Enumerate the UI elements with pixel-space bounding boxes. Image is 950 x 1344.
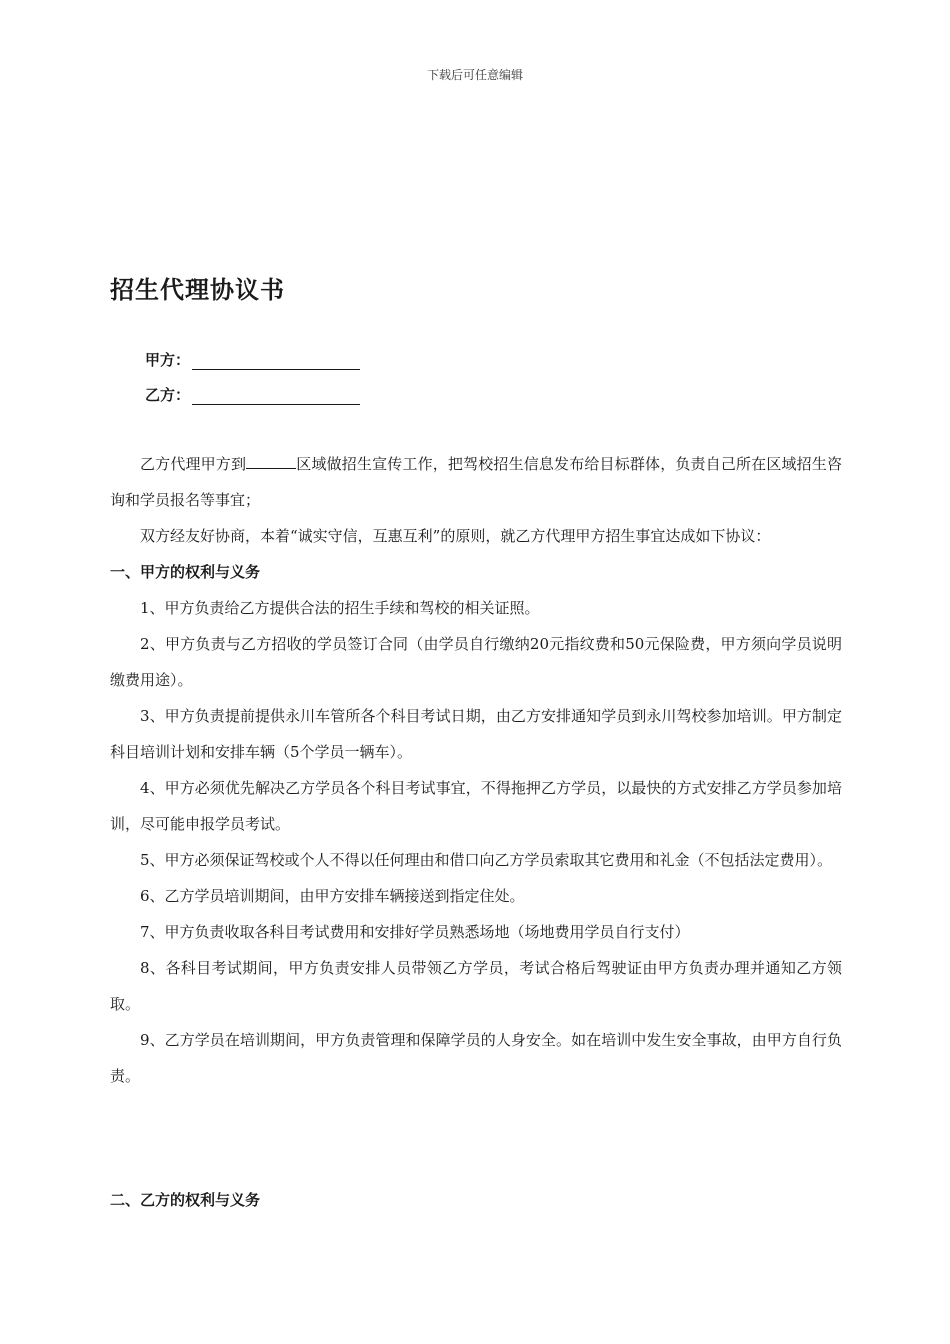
agreement-body — [110, 446, 842, 1094]
section-1-item: 5、甲方必须保证驾校或个人不得以任何理由和借口向乙方学员索取其它费用和礼金（不包括法定费用）。 — [140, 851, 833, 869]
section-2-heading: 二、乙方的权利与义务 — [110, 1191, 261, 1209]
section-1-item: 7、甲方负责收取各科目考试费用和安排好学员熟悉场地（场地费用学员自行支付） — [140, 923, 690, 941]
region-blank — [246, 454, 296, 469]
party-a-label: 甲方： — [145, 351, 191, 369]
party-b-blank — [192, 390, 360, 405]
header-note: 下载后可任意编辑 — [426, 68, 523, 82]
party-b-line — [145, 384, 360, 405]
section-1-item: 4、甲方必须优先解决乙方学员各个科目考试事宜，不得拖押乙方学员，以最快的方式安排乙方学员参加培训，尽可能申报学员考试。 — [110, 779, 842, 833]
party-a-line — [145, 349, 360, 370]
section-1-item: 8、各科目考试期间，甲方负责安排人员带领乙方学员，考试合格后驾驶证由甲方负责办理并通知乙方领取。 — [110, 959, 842, 1013]
party-b-label: 乙方： — [145, 386, 191, 404]
section-1-item: 6、乙方学员培训期间，由甲方安排车辆接送到指定住处。 — [140, 887, 525, 905]
section-1-item: 9、乙方学员在培训期间，甲方负责管理和保障学员的人身安全。如在培训中发生安全事故，由甲方自行负责。 — [110, 1031, 842, 1085]
intro-paragraph-2: 双方经友好协商，本着“诚实守信，互惠互利”的原则，就乙方代理甲方招生事宜达成如下协议： — [140, 527, 771, 545]
document-title: 招生代理协议书 — [110, 276, 285, 304]
section-1-item: 1、甲方负责给乙方提供合法的招生手续和驾校的相关证照。 — [140, 599, 540, 617]
intro-paragraph-1: 乙方代理甲方到 区域做招生宣传工作，把驾校招生信息发布给目标群体，负责自己所在区域招生咨询和学员报名等事宜； — [110, 455, 842, 509]
section-1-item: 3、甲方负责提前提供永川车管所各个科目考试日期，由乙方安排通知学员到永川驾校参加培训。甲方制定科目培训计划和安排车辆（5个学员一辆车）。 — [110, 707, 842, 761]
section-1-item: 2、甲方负责与乙方招收的学员签订合同（由学员自行缴纳20元指纹费和50元保险费，甲方须向学员说明缴费用途）。 — [110, 635, 842, 689]
section-1-heading: 一、甲方的权利与义务 — [110, 563, 261, 581]
party-a-blank — [192, 355, 360, 370]
